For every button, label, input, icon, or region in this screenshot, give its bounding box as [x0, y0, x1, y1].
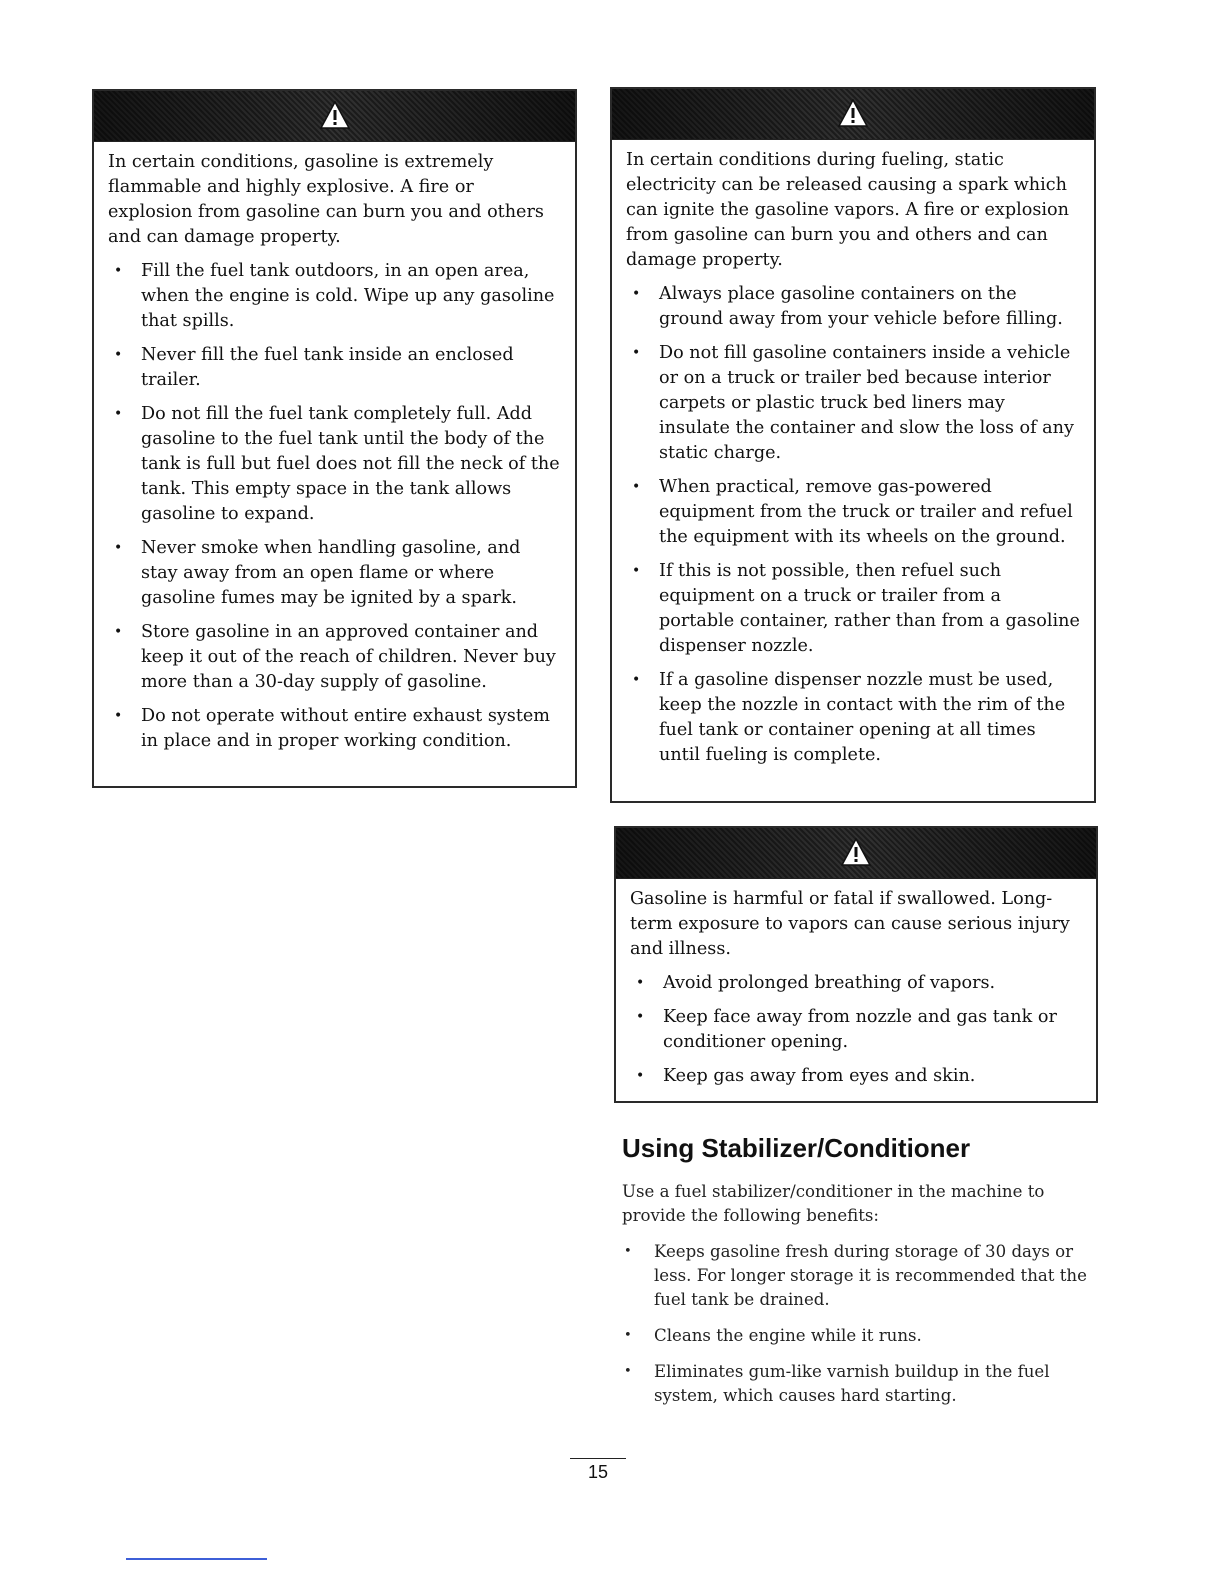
warning-list	[108, 259, 561, 754]
warning-triangle-icon	[838, 99, 868, 127]
bullet-icon: •	[636, 975, 645, 991]
bullet-icon: •	[636, 1009, 645, 1025]
bullet-icon: •	[632, 672, 641, 688]
list-item: • Keep face away from nozzle and gas tank or conditioner opening.	[636, 1007, 1057, 1052]
list-item: • If a gasoline dispenser nozzle must be used, keep the nozzle in contact with the rim of the fuel tank or container opening at all times until fueling is complete.	[632, 670, 1066, 765]
bullet-icon: •	[114, 624, 123, 640]
page-number: 15	[587, 1462, 609, 1482]
list-item: • Avoid prolonged breathing of vapors.	[630, 971, 1082, 996]
bullet-icon: •	[632, 286, 641, 302]
warning-triangle-icon	[841, 838, 871, 866]
warning-box-gasoline-flammable	[92, 89, 577, 788]
list-item: • Eliminates gum-like varnish buildup in the fuel system, which causes hard starting.	[624, 1362, 1050, 1405]
list-item: • Always place gasoline containers on the ground away from your vehicle before filling.	[632, 284, 1063, 329]
bullet-icon: •	[632, 345, 641, 361]
list-item: • Store gasoline in an approved container and keep it out of the reach of children. Never buy more than a 30-day supply of gasoline.	[114, 622, 556, 692]
warning-intro: Gasoline is harmful or fatal if swallowed. Long-term exposure to vapors can cause serious injury and illness.	[630, 889, 1070, 959]
list-item: • Cleans the engine while it runs.	[622, 1324, 1102, 1348]
section-intro: Use a fuel stabilizer/conditioner in the machine to provide the following benefits:	[622, 1182, 1045, 1225]
warning-intro: In certain conditions during fueling, static electricity can be released causing a spark which can ignite the gasoline vapors. A fire or explosion from gasoline can burn you and others and can damage property.	[626, 150, 1069, 270]
list-item: • Keep gas away from eyes and skin.	[630, 1064, 1082, 1089]
bullet-icon: •	[114, 540, 123, 556]
bullet-icon: •	[114, 347, 123, 363]
warning-header	[616, 828, 1096, 879]
scan-edge-line	[126, 1558, 267, 1560]
list-item: • Keeps gasoline fresh during storage of 30 days or less. For longer storage it is recommended that the fuel tank be drained.	[624, 1242, 1087, 1309]
warning-box-static-electricity	[610, 87, 1096, 803]
section-heading: Using Stabilizer/Conditioner	[622, 1133, 971, 1163]
warning-header	[612, 89, 1094, 140]
list-item: • Never smoke when handling gasoline, and stay away from an open flame or where gasoline fumes may be ignited by a spark.	[114, 538, 521, 608]
warning-box-harmful-if-swallowed	[614, 826, 1098, 1103]
section-list	[622, 1240, 1102, 1420]
bullet-icon: •	[632, 479, 641, 495]
list-item: • Do not operate without entire exhaust system in place and in proper working condition.	[114, 706, 550, 751]
bullet-icon: •	[114, 708, 123, 724]
list-item: • Do not fill gasoline containers inside a vehicle or on a truck or trailer bed because interior carpets or plastic truck bed liners may insulate the container and slow the loss of any static charge.	[632, 343, 1074, 463]
bullet-icon: •	[114, 406, 123, 422]
bullet-icon: •	[624, 1364, 632, 1379]
warning-header	[94, 91, 575, 142]
list-item: • When practical, remove gas-powered equipment from the truck or trailer and refuel the equipment with its wheels on the ground.	[632, 477, 1073, 547]
list-item: • If this is not possible, then refuel such equipment on a truck or trailer from a portable container, rather than from a gasoline dispenser nozzle.	[632, 561, 1080, 656]
list-item: • Fill the fuel tank outdoors, in an open area, when the engine is cold. Wipe up any gasoline that spills.	[114, 261, 555, 331]
warning-triangle-icon	[320, 101, 350, 129]
list-item: • Do not fill the fuel tank completely full. Add gasoline to the fuel tank until the body of the tank is full but fuel does not fill the neck of the tank. This empty space in the tank allows gasoline to expand.	[114, 404, 560, 524]
page-number-rule	[570, 1458, 626, 1459]
bullet-icon: •	[632, 563, 641, 579]
bullet-icon: •	[636, 1068, 645, 1084]
list-item: • Never fill the fuel tank inside an enclosed trailer.	[114, 345, 514, 390]
warning-intro: In certain conditions, gasoline is extremely flammable and highly explosive. A fire or explosion from gasoline can burn you and others and can damage property.	[108, 152, 544, 247]
bullet-icon: •	[624, 1244, 632, 1259]
bullet-icon: •	[624, 1328, 632, 1343]
warning-list	[626, 282, 1080, 768]
warning-list	[630, 971, 1082, 1089]
bullet-icon: •	[114, 263, 123, 279]
